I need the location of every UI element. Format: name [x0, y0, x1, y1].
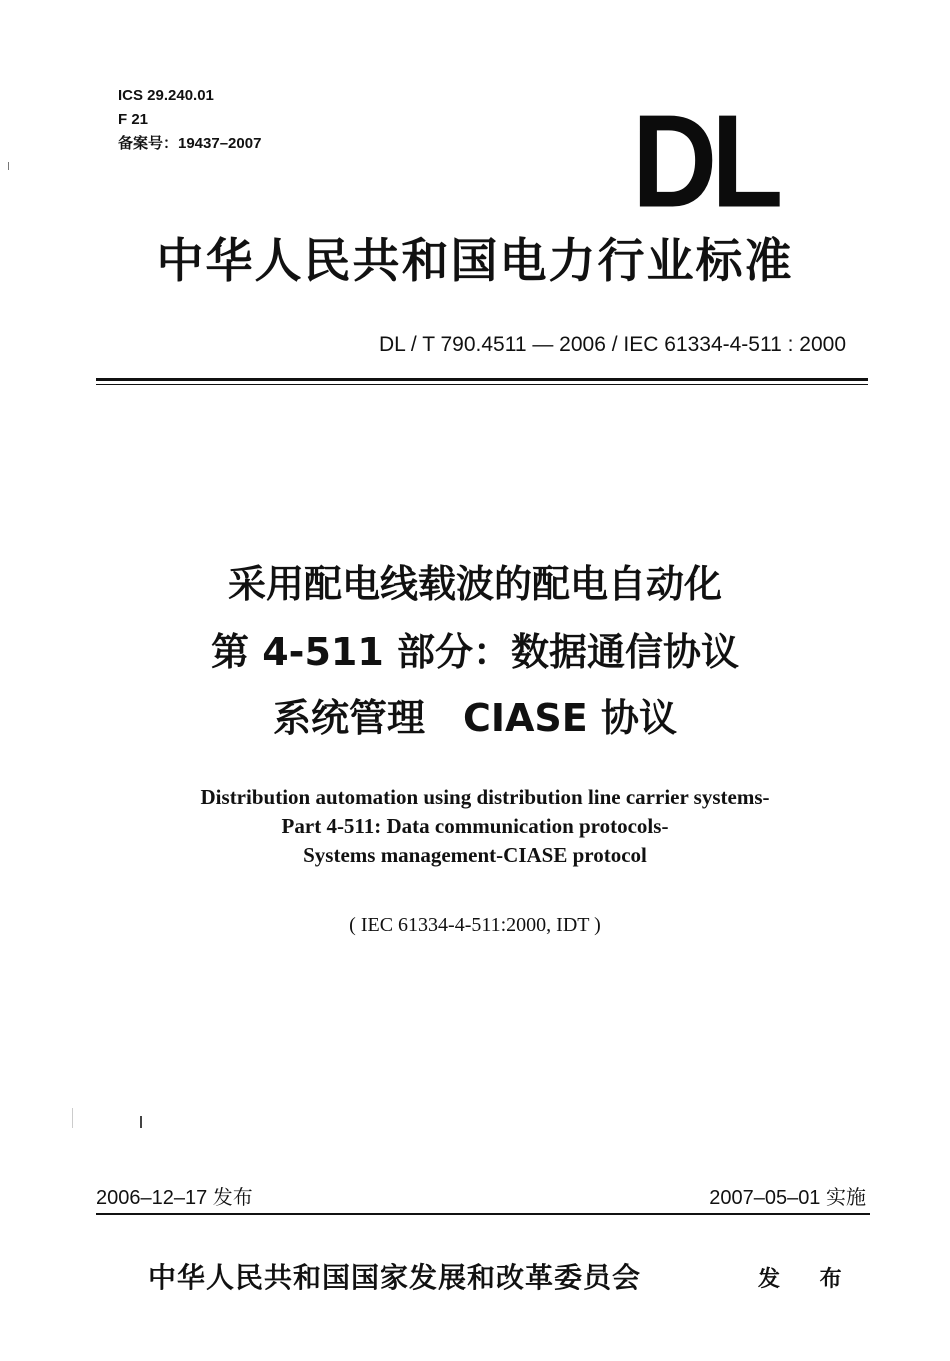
header-rule-thin	[96, 384, 868, 385]
title-cn-line-3: 系统管理 CIASE 协议	[273, 696, 677, 740]
title-cn-line-1: 采用配电线载波的配电自动化	[227, 562, 722, 606]
industry-standard-title: 中华人民共和国电力行业标准	[156, 234, 794, 289]
title-en-line-2: Part 4-511: Data communication protocols-	[281, 814, 669, 838]
footer-rule	[96, 1213, 870, 1215]
ics-code: ICS 29.240.01	[118, 87, 214, 104]
header-rule	[96, 378, 868, 381]
filing-number: 备案号：19437–2007	[118, 135, 262, 152]
title-en-line-3: Systems management-CIASE protocol	[303, 843, 647, 867]
issuing-authority: 中华人民共和国国家发展和改革委员会	[148, 1261, 642, 1294]
dl-logo: DL	[632, 87, 778, 236]
implementation-date: 2007–05–01 实施	[709, 1187, 866, 1209]
scan-speck	[8, 162, 9, 170]
title-en-line-1: Distribution automation using distribution line carrier systems-	[200, 785, 770, 809]
iec-equivalence: ( IEC 61334-4-511:2000, IDT )	[349, 914, 601, 936]
ccs-code: F 21	[118, 111, 149, 128]
standard-number: DL / T 790.4511 — 2006 / IEC 61334-4-511 : 2000	[379, 333, 846, 356]
publish-label: 发 布	[758, 1267, 858, 1292]
scan-speck	[72, 1108, 73, 1128]
scan-speck	[140, 1116, 142, 1128]
issue-date: 2006–12–17 发布	[96, 1187, 253, 1209]
title-cn-line-2: 第 4-511 部分：数据通信协议	[211, 630, 739, 674]
